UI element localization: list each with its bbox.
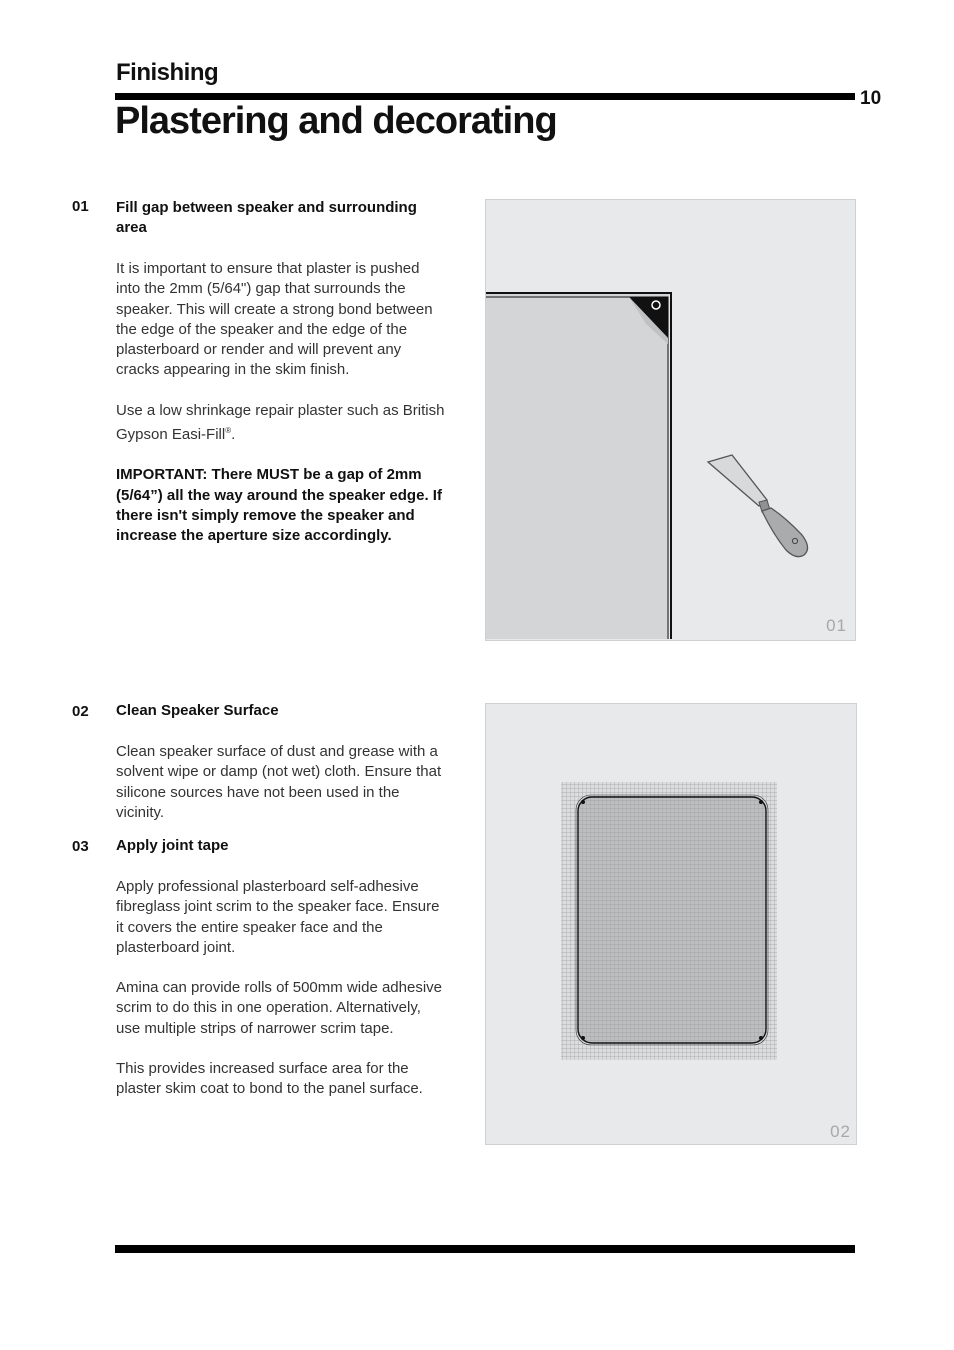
step-03-paragraph-3: This provides increased surface area for the plaster skim coat to bond to the panel surface. — [116, 1060, 423, 1098]
section-label: Finishing — [116, 59, 219, 86]
scrim-tape-illustration — [486, 704, 855, 1143]
step-heading-01: Fill gap between speaker and surrounding area — [116, 199, 417, 236]
step-heading-03: Apply joint tape — [116, 837, 229, 854]
page-title: Plastering and decorating — [115, 100, 557, 142]
important-notice: IMPORTANT: There MUST be a gap of 2mm (5/64”) all the way around the speaker edge. If there isn't simply remove the speaker and increase the aperture size accordingly. — [116, 466, 442, 545]
step-body-02 — [116, 742, 446, 843]
speaker-edge-illustration — [486, 200, 854, 639]
step-body-01 — [116, 259, 446, 567]
bottom-rule — [115, 1245, 855, 1253]
step-body-03 — [116, 877, 446, 1120]
figure-label-01: 01 — [826, 616, 847, 635]
registered-mark: ® — [225, 426, 232, 436]
step-03-paragraph-1: Apply professional plasterboard self-adhesive fibreglass joint scrim to the speaker face. Ensure it covers the entire speaker face and the plasterboard joint. — [116, 878, 440, 956]
step-01-paragraph-1: It is important to ensure that plaster is pushed into the 2mm (5/64") gap that surrounds the speaker. This will create a strong bond between the edge of the speaker and the edge of the plasterboard or render and will prevent any cracks appearing in the skim finish. — [116, 260, 433, 379]
page-number: 10 — [860, 88, 882, 109]
plaster-scraper-icon — [708, 455, 808, 557]
step-number-03: 03 — [72, 838, 89, 855]
figure-02 — [485, 703, 857, 1145]
figure-label-02: 02 — [830, 1122, 851, 1141]
top-rule — [115, 93, 855, 100]
step-heading-02: Clean Speaker Surface — [116, 702, 279, 719]
speaker-panel — [486, 292, 669, 639]
step-number-02: 02 — [72, 703, 89, 720]
figure-01 — [485, 199, 856, 641]
step-01-paragraph-2: Use a low shrinkage repair plaster such as British Gypson Easi-Fill®. — [116, 401, 445, 444]
step-03-paragraph-2: Amina can provide rolls of 500mm wide adhesive scrim to do this in one operation. Alternatively, use multiple strips of narrower scrim tape. — [116, 979, 442, 1037]
step-02-paragraph-1: Clean speaker surface of dust and grease with a solvent wipe or damp (not wet) cloth. Ensure that silicone sources have not been used in the vicinity. — [116, 743, 442, 821]
step-number-01: 01 — [72, 198, 89, 215]
